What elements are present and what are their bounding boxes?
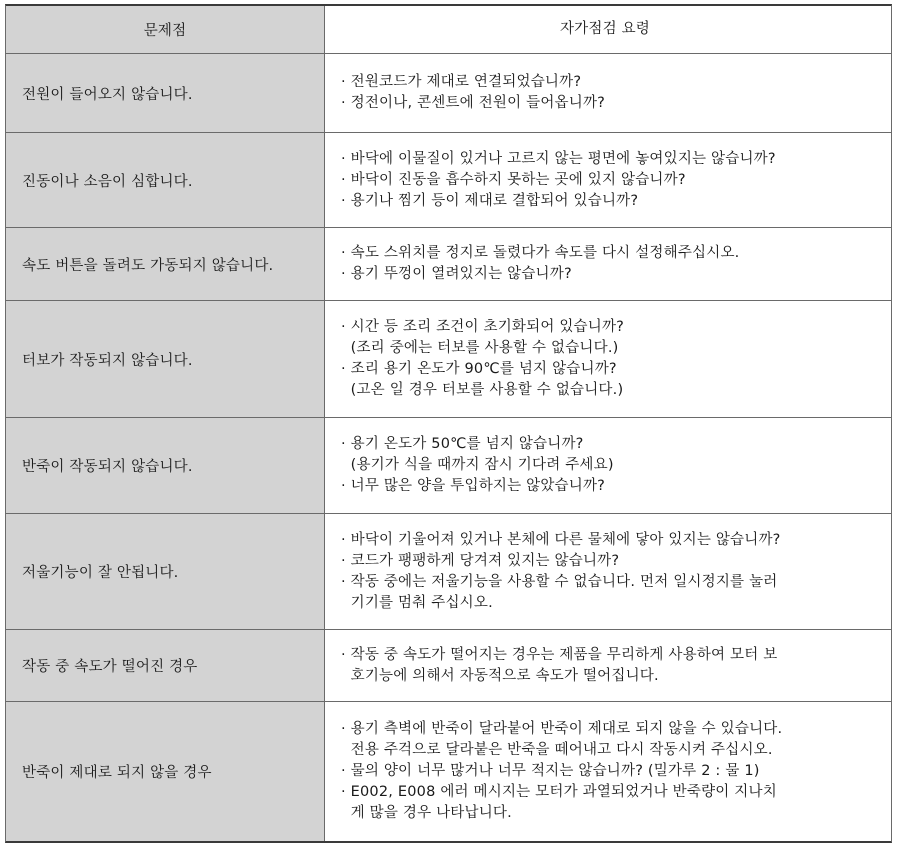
check-line: (용기가 식을 때까지 잠시 기다려 주세요) <box>341 457 614 473</box>
check-line: 전용 주걱으로 달라붙은 반죽을 떼어내고 다시 작동시켜 주십시오. <box>341 742 773 758</box>
header-problem: 문제점 <box>6 6 325 53</box>
table-row <box>6 54 891 133</box>
problem-cell: 반죽이 제대로 되지 않을 경우 <box>6 702 325 841</box>
check-line: · 물의 양이 너무 많거나 너무 적지는 않습니까? (밀가루 2 : 물 1) <box>341 763 760 779</box>
check-line: 게 많을 경우 나타납니다. <box>341 805 512 821</box>
check-cell <box>325 418 891 513</box>
check-line: · E002, E008 에러 메시지는 모터가 과열되었거나 반죽량이 지나치 <box>341 784 777 800</box>
problem-cell: 저울기능이 잘 안됩니다. <box>6 514 325 629</box>
table-row <box>6 630 891 702</box>
check-line: · 바닥이 진동을 흡수하지 못하는 곳에 있지 않습니까? <box>341 171 686 188</box>
table-row <box>6 702 891 841</box>
table-header-row <box>6 6 891 54</box>
check-line: · 너무 많은 양을 투입하지는 않았습니까? <box>341 478 606 494</box>
check-line: · 바닥에 이물질이 있거나 고르지 않는 평면에 놓여있지는 않습니까? <box>341 150 776 167</box>
check-line: · 작동 중에는 저울기능을 사용할 수 없습니다. 먼저 일시정지를 눌러 <box>341 573 778 590</box>
problem-cell: 속도 버튼을 돌려도 가동되지 않습니다. <box>6 228 325 300</box>
problem-cell: 반죽이 작동되지 않습니다. <box>6 418 325 513</box>
check-line: · 속도 스위치를 정지로 돌렸다가 속도를 다시 설정해주십시오. <box>341 245 740 261</box>
check-line: 기기를 멈춰 주십시오. <box>341 594 493 611</box>
check-line: · 용기 온도가 50℃를 넘지 않습니까? <box>341 436 584 452</box>
problem-cell: 작동 중 속도가 떨어진 경우 <box>6 630 325 701</box>
check-line: · 정전이나, 콘센트에 전원이 들어옵니까? <box>341 95 606 111</box>
table-row <box>6 301 891 418</box>
check-line: 호기능에 의해서 자동적으로 속도가 떨어집니다. <box>341 667 659 684</box>
check-line: · 용기나 찜기 등이 제대로 결합되어 있습니까? <box>341 192 639 209</box>
table-row <box>6 514 891 630</box>
check-line: · 조리 용기 온도가 90℃를 넘지 않습니까? <box>341 361 617 377</box>
table-row <box>6 228 891 301</box>
troubleshooting-table <box>5 4 892 843</box>
check-line: · 바닥이 기울어져 있거나 본체에 다른 물체에 닿아 있지는 않습니까? <box>341 531 781 548</box>
problem-cell: 터보가 작동되지 않습니다. <box>6 301 325 417</box>
check-line: (고온 일 경우 터보를 사용할 수 없습니다.) <box>341 382 624 398</box>
check-line: · 용기 측벽에 반죽이 달라붙어 반죽이 제대로 되지 않을 수 있습니다. <box>341 721 783 737</box>
check-line: · 전원코드가 제대로 연결되었습니까? <box>341 74 582 90</box>
check-cell <box>325 228 891 300</box>
check-cell <box>325 514 891 629</box>
check-line: · 작동 중 속도가 떨어지는 경우는 제품을 무리하게 사용하여 모터 보 <box>341 646 778 663</box>
table-row <box>6 133 891 228</box>
header-check: 자가점검 요령 <box>559 21 651 37</box>
check-line: · 코드가 팽팽하게 당겨져 있지는 않습니까? <box>341 552 620 569</box>
check-cell <box>325 630 891 701</box>
check-cell <box>325 133 891 227</box>
problem-cell: 진동이나 소음이 심합니다. <box>6 133 325 227</box>
check-cell <box>325 702 891 841</box>
problem-cell: 전원이 들어오지 않습니다. <box>6 54 325 132</box>
table-row <box>6 418 891 514</box>
check-line: · 시간 등 조리 조건이 초기화되어 있습니까? <box>341 319 625 335</box>
check-cell <box>325 54 891 132</box>
check-line: · 용기 뚜껑이 열려있지는 않습니까? <box>341 266 572 282</box>
check-cell <box>325 301 891 417</box>
check-line: (조리 중에는 터보를 사용할 수 없습니다.) <box>341 340 619 356</box>
